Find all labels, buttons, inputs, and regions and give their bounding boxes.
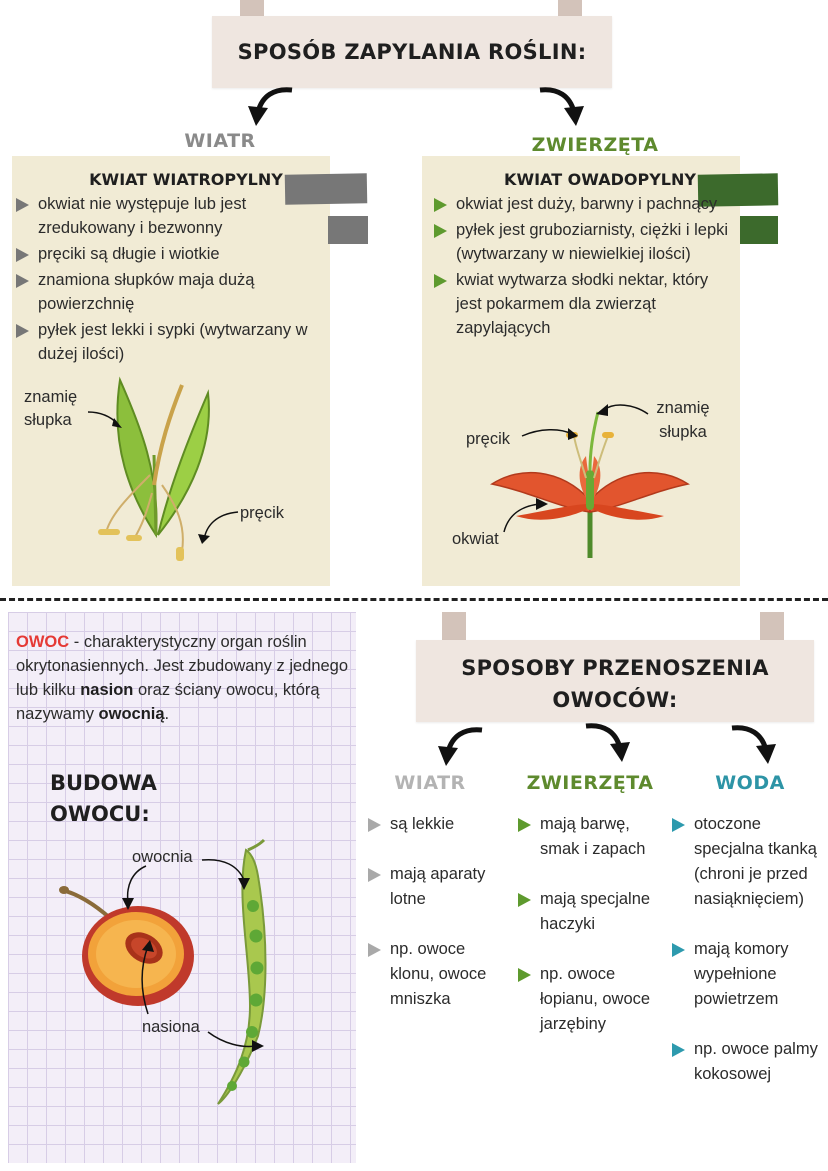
bullet-arrow-icon: [368, 818, 381, 832]
bullet-arrow-icon: [518, 968, 531, 982]
list-item: pyłek jest lekki i sypki (wytwarzany w dużej ilości): [12, 318, 332, 366]
bullet-arrow-icon: [368, 868, 381, 882]
animal-card-list: [430, 192, 730, 342]
heading-animals: ZWIERZĘTA: [531, 134, 659, 156]
list-item: mają aparaty lotne: [364, 862, 512, 912]
label-stigma: znamię słupka: [656, 399, 710, 441]
label-seeds: nasiona: [142, 1018, 200, 1036]
bullet-arrow-icon: [434, 224, 447, 238]
curved-arrow-right-icon: [724, 722, 784, 766]
list-item: np. owoce łopianu, owoce jarzębiny: [514, 962, 654, 1037]
list-item: np. owoce klonu, owoce mniszka: [364, 937, 512, 1012]
bullet-arrow-icon: [368, 943, 381, 957]
list-item: mają barwę, smak i zapach: [514, 812, 654, 862]
column-animals: [514, 812, 654, 1062]
label-pericarp: owocnia: [132, 848, 193, 866]
curved-arrow-right-icon: [578, 720, 638, 764]
column-wind: [364, 812, 512, 1037]
column-heading-animals: ZWIERZĘTA: [526, 772, 654, 794]
pointer-arrow-icon: [136, 940, 158, 1016]
dispersal-title: SPOSOBY PRZENOSZENIA OWOCÓW:: [461, 656, 769, 712]
column-heading-wind: WIATR: [394, 772, 466, 794]
list-item: mają specjalne haczyki: [514, 887, 654, 937]
label-perianth: okwiat: [452, 530, 499, 548]
column-heading-water: WODA: [715, 772, 785, 794]
page-title: SPOSÓB ZAPYLANIA ROŚLIN:: [237, 40, 587, 64]
curved-arrow-left-icon: [240, 84, 300, 128]
pointer-arrow-icon: [120, 862, 150, 912]
bullet-arrow-icon: [518, 893, 531, 907]
label-stigma: znamię słupka: [24, 388, 78, 429]
pointer-arrow-icon: [196, 506, 240, 546]
list-item: pręciki są długie i wiotkie: [12, 242, 332, 266]
card-tab: [740, 216, 778, 244]
list-item: pyłek jest gruboziarnisty, ciężki i lepki (wytwarzany w niewielkiej ilości): [430, 218, 730, 266]
pointer-arrow-icon: [500, 496, 550, 536]
curved-arrow-right-icon: [532, 84, 592, 128]
pointer-arrow-icon: [594, 400, 650, 422]
bullet-arrow-icon: [672, 1043, 685, 1057]
list-item: znamiona słupków maja dużą powierzchnię: [12, 268, 332, 316]
wind-card-title: KWIAT WIATROPYLNY: [89, 170, 283, 189]
curved-arrow-left-icon: [430, 724, 490, 768]
list-item: mają komory wypełnione powietrzem: [668, 937, 826, 1012]
list-item: otoczone specjalna tkanką (chroni je przed nasiąknięciem): [668, 812, 826, 912]
label-stamen: pręcik: [240, 504, 285, 522]
list-item: okwiat jest duży, barwny i pachnący: [430, 192, 730, 216]
bullet-arrow-icon: [16, 274, 29, 288]
list-item: są lekkie: [364, 812, 512, 837]
list-item: np. owoce palmy kokosowej: [668, 1037, 826, 1087]
card-tab: [328, 216, 368, 244]
animal-card-title: KWIAT OWADOPYLNY: [504, 170, 696, 189]
label-stamen: pręcik: [466, 430, 511, 448]
bullet-arrow-icon: [16, 198, 29, 212]
dashed-divider: [0, 598, 828, 601]
fruit-definition: OWOC - charakterystyczny organ roślin okrytonasiennych. Jest zbudowany z jednego lub kilku nasion oraz ściany owocu, którą nazywamy owocnią.: [16, 633, 349, 723]
bullet-arrow-icon: [16, 248, 29, 262]
bullet-arrow-icon: [518, 818, 531, 832]
fruit-structure-heading: BUDOWA OWOCU:: [50, 771, 157, 826]
list-item: kwiat wytwarza słodki nektar, który jest pokarmem dla zwierząt zapylających: [430, 268, 730, 340]
bullet-arrow-icon: [672, 818, 685, 832]
wind-card-list: [12, 192, 332, 368]
bullet-arrow-icon: [434, 274, 447, 288]
pointer-arrow-icon: [520, 426, 580, 446]
column-water: [668, 812, 826, 1112]
pointer-arrow-icon: [86, 408, 126, 432]
pointer-arrow-icon: [200, 852, 252, 892]
bullet-arrow-icon: [434, 198, 447, 212]
term-fruit: OWOC: [16, 633, 70, 651]
heading-wind: WIATR: [184, 130, 256, 152]
list-item: okwiat nie występuje lub jest zredukowany i bezwonny: [12, 192, 332, 240]
bullet-arrow-icon: [16, 324, 29, 338]
pointer-arrow-icon: [206, 1028, 266, 1054]
bullet-arrow-icon: [672, 943, 685, 957]
